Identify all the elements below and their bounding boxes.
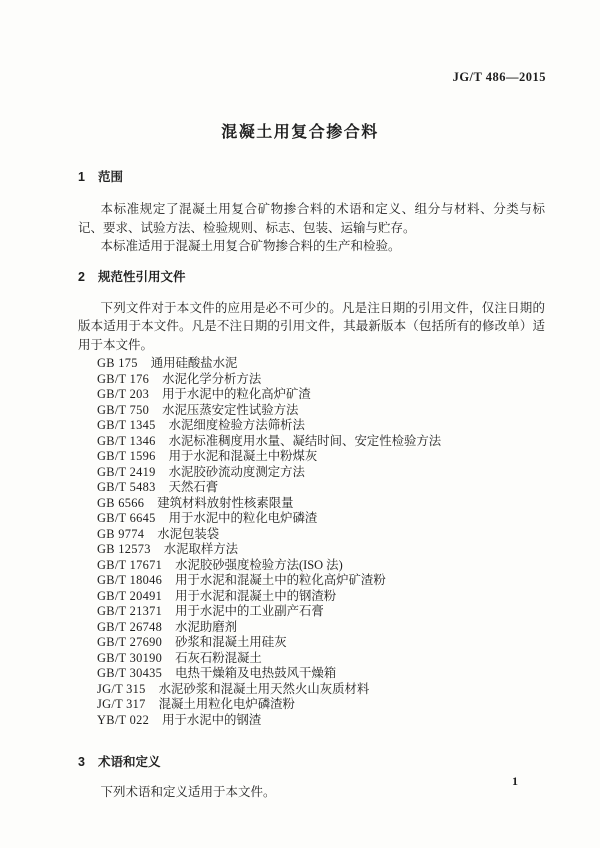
section-1-heading <box>78 170 545 185</box>
reference-code: GB 175 <box>97 356 138 370</box>
reference-item <box>97 511 545 527</box>
reference-item <box>97 465 545 481</box>
reference-code: GB/T 5483 <box>97 480 156 494</box>
reference-item <box>97 589 545 605</box>
reference-code: GB 6566 <box>97 495 145 510</box>
document-body <box>78 170 545 802</box>
references-list <box>97 356 545 728</box>
reference-title: 天然石膏 <box>168 480 219 494</box>
standard-code: JG/T 486—2015 <box>452 70 546 84</box>
reference-title: 用于水泥和混凝土中的钢渣粉 <box>175 588 337 603</box>
reference-item <box>97 449 545 465</box>
reference-title: 石灰石粉混凝土 <box>175 650 262 665</box>
reference-title: 通用硅酸盐水泥 <box>150 356 238 370</box>
reference-title: 水泥取样方法 <box>163 542 239 556</box>
reference-item <box>97 542 545 558</box>
reference-code: GB/T 17671 <box>97 557 163 572</box>
paragraph: 下列术语和定义适用于本文件。 <box>100 785 276 799</box>
reference-title: 用于水泥中的粒化高炉矿渣 <box>162 387 311 401</box>
reference-title: 砂浆和混凝土用硅灰 <box>175 635 287 649</box>
reference-item <box>97 573 545 589</box>
reference-item <box>97 697 545 713</box>
section-2-heading <box>78 270 545 285</box>
reference-item <box>97 356 545 372</box>
reference-item <box>97 620 545 636</box>
reference-item <box>97 403 545 419</box>
reference-code: JG/T 317 <box>97 697 146 711</box>
reference-title: 用于水泥和混凝土中的粒化高炉矿渣粉 <box>175 573 386 587</box>
reference-item <box>97 682 545 698</box>
reference-code: GB/T 1345 <box>97 418 156 432</box>
reference-code: GB/T 30190 <box>97 650 163 665</box>
reference-item <box>97 418 545 434</box>
reference-code: GB/T 750 <box>97 402 150 417</box>
reference-item <box>97 666 545 682</box>
reference-item <box>97 651 545 667</box>
reference-item <box>97 713 545 729</box>
reference-code: YB/T 022 <box>97 712 150 727</box>
reference-code: GB/T 21371 <box>97 604 163 618</box>
reference-title: 用于水泥中的钢渣 <box>162 712 262 727</box>
reference-title: 电热干燥箱及电热鼓风干燥箱 <box>175 666 337 680</box>
reference-code: GB 12573 <box>97 542 151 556</box>
reference-title: 水泥细度检验方法筛析法 <box>168 418 305 432</box>
section-number: 1 <box>78 170 85 184</box>
reference-code: GB/T 26748 <box>97 619 163 634</box>
reference-code: GB/T 2419 <box>97 464 156 479</box>
paragraph: 本标准适用于混凝土用复合矿物掺合料的生产和检验。 <box>100 239 401 253</box>
reference-title: 水泥胶砂流动度测定方法 <box>168 464 305 479</box>
reference-code: JG/T 315 <box>97 681 146 696</box>
reference-title: 用于水泥中的工业副产石膏 <box>175 604 324 618</box>
reference-title: 水泥标准稠度用水量、凝结时间、安定性检验方法 <box>168 433 442 448</box>
reference-title: 用于水泥和混凝土中粉煤灰 <box>168 449 318 463</box>
section-heading-label: 规范性引用文件 <box>97 269 186 284</box>
document-title: 混凝土用复合掺合料 <box>221 124 379 141</box>
reference-item <box>97 480 545 496</box>
reference-item <box>97 604 545 620</box>
reference-title: 水泥胶砂强度检验方法(ISO 法) <box>175 557 343 572</box>
paragraph: 本标准规定了混凝土用复合矿物掺合料的术语和定义、组分与材料、分类与标记、要求、试验方法、检验规则、标志、包装、运输与贮存。 <box>78 202 545 235</box>
reference-title: 水泥助磨剂 <box>175 619 238 634</box>
reference-item <box>97 558 545 574</box>
reference-title: 混凝土用粒化电炉磷渣粉 <box>158 697 295 711</box>
section-heading-label: 术语和定义 <box>97 755 161 769</box>
reference-title: 水泥包装袋 <box>157 526 220 541</box>
reference-title: 用于水泥中的粒化电炉磷渣 <box>168 511 318 525</box>
reference-code: GB/T 176 <box>97 371 150 386</box>
reference-code: GB/T 20491 <box>97 588 163 603</box>
reference-item <box>97 434 545 450</box>
reference-item <box>97 496 545 512</box>
reference-code: GB/T 6645 <box>97 511 156 525</box>
reference-code: GB/T 1596 <box>97 449 156 463</box>
reference-title: 建筑材料放射性核素限量 <box>157 495 294 510</box>
reference-item <box>97 372 545 388</box>
reference-code: GB/T 203 <box>97 387 150 401</box>
reference-title: 水泥砂浆和混凝土用天然火山灰质材料 <box>158 681 370 696</box>
reference-code: GB/T 27690 <box>97 635 163 649</box>
section-number: 2 <box>78 269 85 284</box>
section-3-heading <box>78 755 545 770</box>
reference-title: 水泥压蒸安定性试验方法 <box>162 402 299 417</box>
page-number: 1 <box>512 774 518 788</box>
reference-code: GB 9774 <box>97 526 145 541</box>
reference-item <box>97 387 545 403</box>
section-number: 3 <box>78 755 85 769</box>
reference-title: 水泥化学分析方法 <box>162 371 262 386</box>
section-heading-label: 范围 <box>97 170 123 184</box>
reference-code: GB/T 1346 <box>97 433 156 448</box>
reference-code: GB/T 18046 <box>97 573 163 587</box>
reference-item <box>97 527 545 543</box>
reference-item <box>97 635 545 651</box>
paragraph: 下列文件对于本文件的应用是必不可少的。凡是注日期的引用文件，仅注日期的版本适用于本文件。凡是不注日期的引用文件，其最新版本（包括所有的修改单）适用于本文件。 <box>78 300 545 352</box>
reference-code: GB/T 30435 <box>97 666 163 680</box>
